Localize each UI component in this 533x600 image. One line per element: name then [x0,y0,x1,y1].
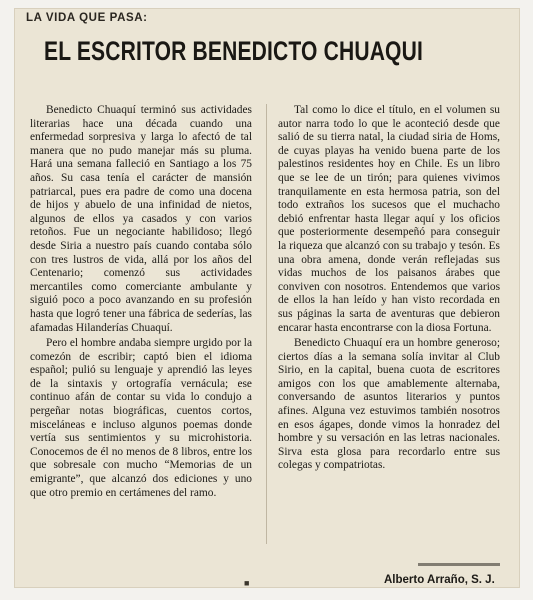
paragraph: Pero el hombre andaba siempre urgido por la comezón de escribir; captó bien el idioma español; pulió su lenguaje y aprendió las leyes de la sintaxis y ortografía vernácula; ese continuo afán de contar su vida lo condujo a pergeñar notas biográficas, cuentos cortos, misceláneas e incluso algunos poemas donde vertía sus sentimientos y su microhistoria. Conocemos de él no menos de 8 libros, entre los que sobresale con mucho “Memorias de un emigrante”, que alcanzó dos ediciones y uno que otro premio en certámenes del ramo. [30,337,252,499]
right-column [278,104,500,473]
paragraph: Benedicto Chuaquí era un hombre generoso; ciertos días a la semana solía invitar al Club Sirio, en la capital, buena cuota de escritores amigos con los que amablemente alternaba, conversando de asuntos literarios y puntos afines. Alguna vez estuvimos también nosotros en esos ágapes, donde vimos la honradez del hombre y su versación en las letras nacionales. Sirva esta glosa para recordarlo entre sus colegas y compatriotas. [278,337,500,472]
article-headline: EL ESCRITOR BENEDICTO CHUAQUI [44,36,423,66]
author-signature: Alberto Arraño, S. J. [384,574,495,586]
paragraph: Benedicto Chuaquí terminó sus actividades literarias hace una década cuando una enfermedad sorpresiva y larga lo afectó de tal manera que no pudo manejar más su pluma. Hará una semana falleció en Santiago a los 75 años. Su casa tenía el carácter de mansión patriarcal, pues era padre de como una docena de hijos y abuelo de una infinidad de nietos, algunos de ellos ya casados y con varios retoños. Fue un negociante habilidoso; llegó desde Siria a nuestro país cuando contaba sólo con tres lustros de vida, allá por los años del Centenario; comenzó sus actividades mercantiles como comerciante ambulante y siguió poco a poco avanzando en su profesión hasta que logró tener una fábrica de sederías, las afamadas Hilanderías Chuaquí. [30,104,252,334]
section-kicker: LA VIDA QUE PASA: [26,12,148,24]
paragraph: Tal como lo dice el título, en el volumen su autor narra todo lo que le aconteció desde que salió de su tierra natal, la ciudad siria de Homs, de cuyas playas ha venido buena parte de los palestinos residentes hoy en Chile. Es un libro que se lee de un tirón; para quienes vivimos tranquilamente en esta hermosa patria, son del todo extraños los sucesos que el muchacho debió enfrentar hasta llegar aquí y los oficios que posteriormente desempeñó para conseguir la riqueza que alcanzó con su trabajo y tesón. Es una obra amena, donde verán reflejadas sus vidas muchos de los paisanos árabes que conviven con nosotros. Entendemos que varios de ellos la han leído y han visto recordada en sus páginas la sarta de aventuras que debieron encarar hasta encontrarse con la diosa Fortuna. [278,104,500,334]
newspaper-clipping [14,8,520,588]
column-divider [266,104,267,544]
left-column [30,104,252,500]
end-mark-icon: ■ [244,578,250,588]
signature-rule [418,563,500,566]
